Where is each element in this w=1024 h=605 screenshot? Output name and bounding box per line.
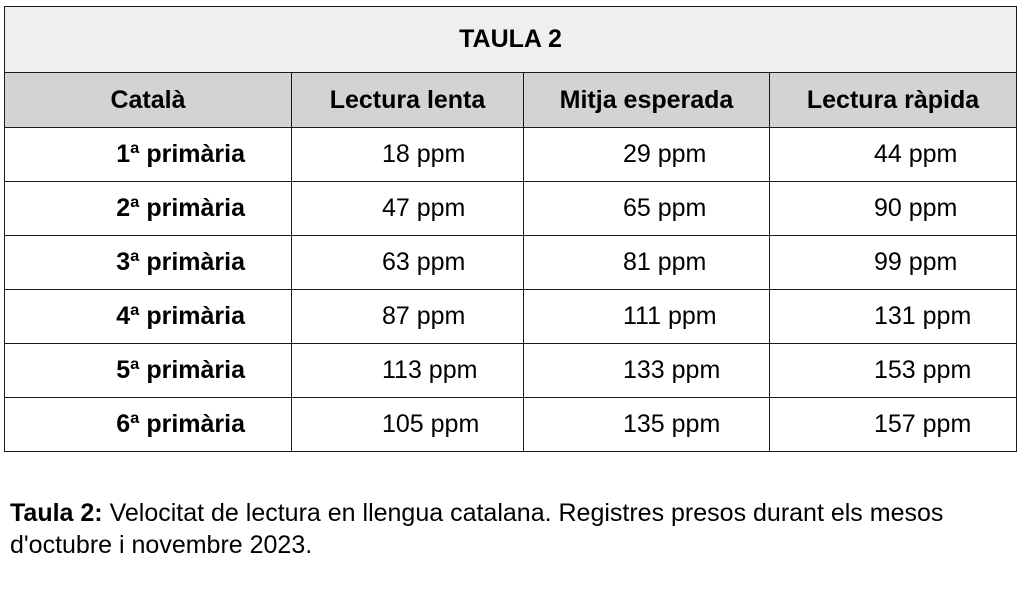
reading-speed-table	[4, 6, 1017, 452]
table-cell: 131 ppm	[770, 290, 1017, 344]
table-cell: 111 ppm	[524, 290, 770, 344]
table-cell: 153 ppm	[770, 344, 1017, 398]
table-cell: 18 ppm	[292, 128, 524, 182]
table-row	[5, 344, 1017, 398]
row-label: 4ª primària	[5, 290, 292, 344]
caption-text: Velocitat de lectura en llengua catalana. Registres presos durant els mesos d'octubre i novembre 2023.	[10, 499, 944, 559]
table-cell: 87 ppm	[292, 290, 524, 344]
table-row	[5, 398, 1017, 452]
row-label: 1ª primària	[5, 128, 292, 182]
reading-speed-table-container	[4, 6, 1016, 452]
table-title: TAULA 2	[5, 7, 1017, 73]
column-header: Català	[5, 73, 292, 128]
table-cell: 133 ppm	[524, 344, 770, 398]
table-cell: 29 ppm	[524, 128, 770, 182]
row-label: 3ª primària	[5, 236, 292, 290]
table-row	[5, 236, 1017, 290]
table-cell: 113 ppm	[292, 344, 524, 398]
table-caption	[10, 497, 1000, 561]
table-header-row	[5, 73, 1017, 128]
table-title-row	[5, 7, 1017, 73]
row-label: 2ª primària	[5, 182, 292, 236]
table-cell: 63 ppm	[292, 236, 524, 290]
table-row	[5, 182, 1017, 236]
row-label: 6ª primària	[5, 398, 292, 452]
row-label: 5ª primària	[5, 344, 292, 398]
table-cell: 81 ppm	[524, 236, 770, 290]
caption-label: Taula 2:	[10, 499, 103, 527]
table-cell: 90 ppm	[770, 182, 1017, 236]
table-cell: 47 ppm	[292, 182, 524, 236]
table-cell: 44 ppm	[770, 128, 1017, 182]
table-row	[5, 290, 1017, 344]
table-cell: 157 ppm	[770, 398, 1017, 452]
table-cell: 105 ppm	[292, 398, 524, 452]
table-row	[5, 128, 1017, 182]
table-cell: 65 ppm	[524, 182, 770, 236]
column-header: Lectura ràpida	[770, 73, 1017, 128]
column-header: Mitja esperada	[524, 73, 770, 128]
table-cell: 99 ppm	[770, 236, 1017, 290]
column-header: Lectura lenta	[292, 73, 524, 128]
table-cell: 135 ppm	[524, 398, 770, 452]
